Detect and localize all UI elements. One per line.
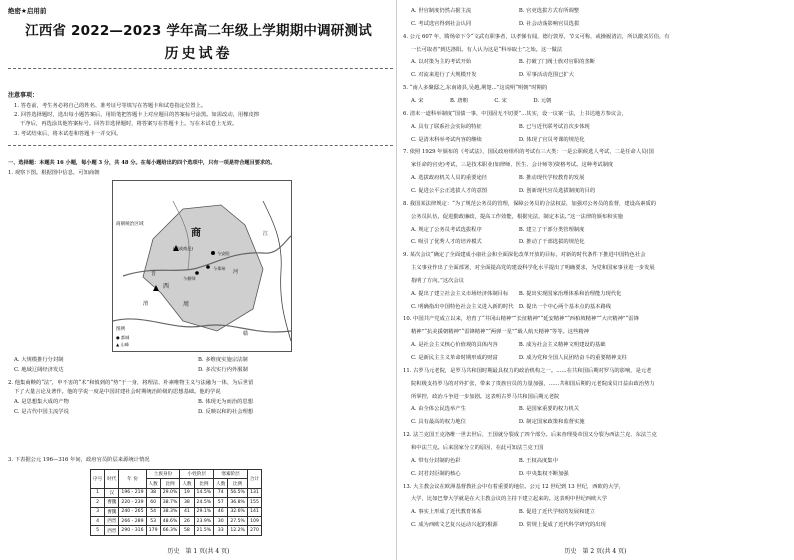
table-cell: 240 - 265 [119, 507, 146, 516]
table-cell: 41 [180, 507, 194, 516]
table-cell: 38.7% [160, 498, 180, 507]
text-line: 精神”“抗美援朝精神”“雷锋精神”“两弹一星”“载人航天精神”等等。这些精神 [411, 329, 589, 336]
text-line: A. 提出了建立社会主义市场经济体制目标 B. 提出实现国家治理体系和治理能力现代化 [411, 290, 622, 297]
map-legend-title: 图例 [116, 327, 126, 332]
text-line: A. 由全体公民选举产生 B. 是国家重要的权力机关 [411, 406, 580, 413]
question-stem: 13. 大主教会议在欧洲基督教社会中有着重要的地位。公元 12 世纪到 13 世纪，西欧的大学， [403, 483, 625, 490]
table-row [91, 516, 262, 525]
text-line: 院积极支持罗马的对外扩张，带来了贵族官员的力量加强，……共和国后期的元老院成员日益由政治势力 [411, 380, 655, 387]
table-cell: 12.2% [228, 526, 248, 535]
text-line: A. 带有分封制的色彩 B. 王权高度集中 [411, 457, 558, 464]
text-line: C. 明确指出中国特色社会主义进入新的时代 D. 提出一个中心两个基本点的基本路线 [411, 303, 612, 310]
text-line: 大学，比如巴黎大学就是在大主教会议的主持下建立起来的。这表明中世纪西欧大学 [411, 496, 607, 503]
table-cell: 54 [146, 507, 160, 516]
data-table [90, 469, 262, 536]
map-legend-item: ● 都城 [116, 335, 130, 340]
map-label: 商 [191, 228, 201, 239]
map-label: 周 [183, 301, 190, 308]
table-cell: 220 - 239 [119, 498, 146, 507]
text-line: C. 对流来进行了大规模开发 D. 军事活动范围已扩大 [411, 72, 574, 79]
question-stem: 6. 清末一道科举制度“国债一事，中国固无不切要”...其实，设一议案一法，上书达地方参议会， [403, 110, 627, 117]
shang-map [112, 180, 292, 352]
text-line: C. 是新民主主义革命时期形成的财富 D. 成为党和全国人民团结奋斗的重要精神支柱 [411, 355, 627, 362]
notice-line: 2. 回答选择题时，选出每小题答案后，用铅笔把答题卡上对应题目的答案标号涂黑。如需改动，用橡皮擦 [14, 112, 260, 118]
table-cell: 56.5% [228, 488, 248, 497]
notice-line: 3. 考试结束后，将本试卷和答题卡一并交回。 [14, 131, 122, 137]
table-cell: 270 [247, 526, 261, 535]
option: A. 是思想集大成的产物 [14, 399, 69, 405]
table-cell: 179 [146, 526, 160, 535]
th: 合计 [247, 470, 261, 489]
text-line: 主义事业作出了全面部署，对全面提高党的建设科学化水平提出了明确要求，为党和国家事业进一步发展 [411, 265, 655, 272]
text-line: A. 选拔政府机关人员的重要途径 B. 推动现代学校教育的发展 [411, 175, 585, 182]
table-cell: 48.6% [160, 516, 180, 525]
table-cell: 74 [214, 488, 228, 497]
table-cell: 曹魏 [105, 507, 119, 516]
table-cell: 5 [91, 526, 105, 535]
table-cell: 32.6% [228, 507, 248, 516]
table-cell: 290 - 316 [119, 526, 146, 535]
map-label: 河 [233, 269, 239, 275]
table-row [91, 507, 262, 516]
text-line: C. 促进公平公正选拔人才的意图 D. 创新现代官员选拔制度的目的 [411, 187, 596, 194]
map-label: 今安阳 [217, 251, 230, 256]
text-line: A. 规定了公务员考试选拔程序 B. 建立了干部分类管理制度 [411, 226, 585, 233]
table-cell: 36.8% [228, 498, 248, 507]
page-footer: 历史 第 2 页(共 4 页) [564, 548, 627, 555]
notice-line: 1. 答卷前，考生务必将自己的姓名、准考证号等填写在答题卡和试卷指定位置上。 [14, 103, 207, 109]
notice-heading: 注意事项： [8, 92, 39, 99]
th: 寒素阶层 [214, 470, 248, 479]
th: 比例 [160, 479, 180, 488]
table-cell: 24.5% [194, 498, 214, 507]
table-cell: 19 [180, 488, 194, 497]
question-stem: 3. 下表据公元 196—316 年间，政府官员阶层来源统计情况 [8, 457, 150, 463]
table-cell: 46 [214, 507, 228, 516]
question-stem: 5. “南人多聚邸之,东南诸县,吴越,荆楚...”这说明“明朝”时期的 [403, 85, 548, 92]
map-label: 今郑州 [213, 266, 226, 271]
text-line: A. 宋 B. 唐朝 C. 宋 D. 元朝 [411, 97, 552, 104]
table-cell: 109 [247, 516, 261, 525]
text-line: A. 是社会主义核心价值观的具体内容 B. 成为社会主义精神文明建设的基础 [411, 342, 606, 349]
table-row [91, 526, 262, 535]
table-cell: 1 [91, 488, 105, 497]
text-line: 一长可取者”到达洛阳。有人认为这是“科举取士”之始。这一做法 [411, 46, 563, 53]
secret-mark: 绝密★启用前 [8, 7, 47, 15]
question-stem: 9. 某次会议“确定了全面建成小康社会和全面深化改革开放的目标，对新的时代条件下推进中国特色社会 [403, 252, 646, 259]
table-cell: 266 - 289 [119, 516, 146, 525]
text-line: C. 封君封臣制的核心 D. 中央集权不断加强 [411, 470, 569, 477]
table-cell: 141 [247, 507, 261, 516]
text-line: C. 具有最高的权力地位 D. 制定国家政策和监督实施 [411, 419, 585, 426]
option: D. 反映以和的社会理想 [198, 409, 254, 415]
text-line: C. 是清末科举考试内容的继续 D. 体现了官员考课的规范化 [411, 136, 585, 143]
text-line: 指明了方向。”这次会议 [411, 277, 465, 284]
text-line: C. 成为西欧文艺复兴运动兴起的根源 D. 常规上促成了近代科学研究的出现 [411, 522, 606, 529]
map-legend-item: ▲ 山峰 [116, 342, 129, 347]
map-label: 晋 [151, 271, 157, 277]
question-stem: 8. 我国某法律规定：“为了规范公务员的管理，保障公务员的合法权益，加强对公务员的监督，建设高素质的 [403, 200, 657, 207]
th: 人数 [214, 479, 228, 488]
map-label: 商朝统治区域 [116, 222, 144, 227]
option: D. 多次实行内外服制 [198, 367, 248, 373]
divider [8, 145, 393, 146]
text-line: A. 以对策为主的考试开始 B. 打破了门阀士族对官职的垄断 [411, 59, 595, 66]
table-cell: 26 [180, 516, 194, 525]
question-stem: 1. 观察下图。根据图中信息，可知商朝 [8, 170, 100, 176]
table-cell: 3 [91, 507, 105, 516]
question-stem: 下了大量言论及著作。他的学说一度是中国封建社会时期统治阶级的思想基础。他的学说 [14, 389, 221, 395]
table-cell: 21.5% [194, 526, 214, 535]
question-stem: 2. 他集商鞅的“法”，申不害的“术”和慎到的“势”于一身，将理法、朴素唯物主义与法融为一体，为后世留 [8, 380, 254, 386]
table-cell: 60 [146, 498, 160, 507]
option: C. 地域辽阔经济发达 [14, 367, 64, 373]
text-line: 和中法兰克。后来国家分立的原因，在此可知法兰克王国 [411, 445, 544, 452]
section-heading: 一、选择题：本题共 16 小题，每小题 3 分，共 48 分。在每小题给出的四个选项中，只有一项是符合题目要求的。 [8, 160, 276, 166]
table-cell: 29.0% [160, 488, 180, 497]
table-cell: 西晋 [105, 516, 119, 525]
th: 时代 [105, 470, 119, 489]
text-line: A. 具有了联系社会实际的特征 B. 已与近代联考试首次步体现 [411, 123, 590, 130]
text-line: 家任命的官吏)考试，三是技术职业(如律师、医生、会计师等)资格考试。这种考试制度 [411, 162, 614, 169]
map-label: 赣 [243, 331, 249, 337]
question-stem: 4. 公元 607 年，隋炀帝下令“文武有职事者，以孝悌有闻，德行敦厚，节义可称，或操履清洁，所以激贪厉俗，有 [403, 33, 670, 40]
table-cell: 4 [91, 516, 105, 525]
map-label: 江 [263, 231, 269, 237]
text-line: C. 吸引了优秀人才的培养模式 D. 推动了干部选拔的规范化 [411, 239, 585, 246]
page-footer: 历史 第 1 页(共 4 页) [167, 548, 230, 555]
table-cell: 38 [180, 498, 194, 507]
th: 序号 [91, 470, 105, 489]
right-page [397, 0, 794, 560]
option: B. 体现无为而治的思想 [198, 399, 253, 405]
th: 小姓阶层 [180, 470, 214, 479]
table-cell: 53 [146, 516, 160, 525]
exam-title: 江西省 2022—2023 学年高二年级上学期期中调研测试 [25, 23, 372, 39]
table-cell: 196 - 219 [119, 488, 146, 497]
th: 人数 [146, 479, 160, 488]
text-line: A. 世官制度仍然占据主流 B. 官吏选拔方式有所调整 [411, 8, 580, 14]
map-label: (殷或商邑) [173, 246, 194, 251]
question-stem: 11. 古罗马元老院，是罗马共和国时期最具权力的政治机构之一。……在共和国后期对罗马的影响，是元老 [403, 367, 652, 374]
notice-line: 干净后，再选涂其他答案标号。回答非选择题时，将答案写在答题卡上。写在本试卷上无效。 [20, 121, 238, 127]
table-cell: 38.3% [160, 507, 180, 516]
table-cell: 155 [247, 498, 261, 507]
text-line: C. 考试选官得到社会认同 D. 社会动荡影响官员选拔 [411, 20, 580, 27]
th: 士族身份 [146, 470, 180, 479]
table-cell: 38 [146, 488, 160, 497]
table-cell: 66.3% [160, 526, 180, 535]
table-cell: 57 [214, 498, 228, 507]
table-row [91, 498, 262, 507]
exam-subtitle: 历史试卷 [164, 46, 233, 62]
table-cell: 131 [247, 488, 261, 497]
table-row [91, 488, 262, 497]
table-cell: 曹魏 [105, 498, 119, 507]
table-cell: 2 [91, 498, 105, 507]
th: 年 份 [119, 470, 146, 489]
question-stem: 10. 中国共产党成立以来，培育了“井冈山精神”“长征精神”“延安精神”“西柏坡精神”“大庆精神”“雷锋 [403, 316, 639, 323]
question-stem: 12. 法兰克国王克洛维一世去世后，王国就分裂成了四个部分。后来查理曼帝国又分裂为西法兰克、东法兰克 [403, 432, 657, 439]
table-cell: 27.5% [228, 516, 248, 525]
table-cell: 西晋 [105, 526, 119, 535]
table-cell: 汉 [105, 488, 119, 497]
table-cell: 30 [214, 516, 228, 525]
map-label: 今偃师 [183, 276, 196, 281]
option: A. 大规模推行分封制 [14, 357, 64, 363]
divider [8, 68, 393, 69]
th: 人数 [180, 479, 194, 488]
text-line: 所掌控，政治斗争进一步加剧。这表明古罗马共和国后期元老院 [411, 393, 560, 400]
text-line: 公务员队伍，促进勤政廉政，提高工作效能，根据宪法，制定本法。”这一法律的颁布和实施 [411, 213, 623, 220]
option: B. 多维度实施宗法制 [198, 357, 248, 363]
table-cell: 29.1% [194, 507, 214, 516]
table-cell: 33 [214, 526, 228, 535]
map-label: 西 [163, 283, 170, 290]
th: 比例 [194, 479, 214, 488]
option: C. 是古代中国主流学说 [14, 409, 69, 415]
text-line: A. 事实上形成了近代教育体系 B. 促进了近代学校的发展和建立 [411, 509, 595, 516]
table-cell: 58 [180, 526, 194, 535]
question-stem: 7. 依照 1929 年颁布的《考试法》，国民政府组织的考试有三大类：一是公职候选人考试，二是任命人员(国 [403, 149, 654, 156]
map-figure [113, 181, 291, 351]
map-label: 渭 [143, 301, 149, 307]
th: 比例 [228, 479, 248, 488]
table-cell: 14.5% [194, 488, 214, 497]
table-cell: 23.9% [194, 516, 214, 525]
table-body [91, 488, 262, 535]
